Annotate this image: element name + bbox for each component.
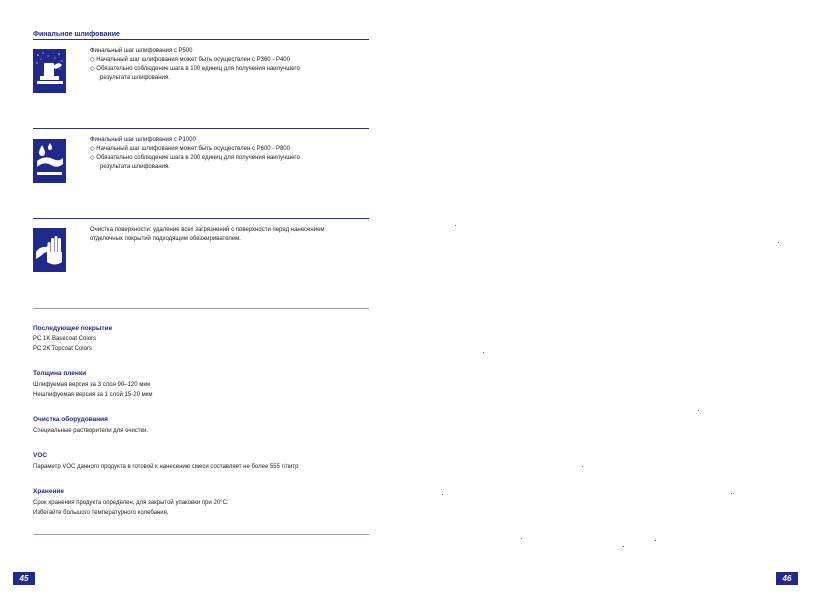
step-1-line-4: результата шлифования. — [100, 75, 170, 81]
step-2-line-2: ◇ Начальный шаг шлифования может быть осуществлен с P600 - P800 — [90, 146, 290, 152]
hand-cleaning-icon — [33, 228, 66, 272]
step-1-rule — [33, 128, 369, 129]
scan-speck — [442, 494, 443, 495]
info-thickness-line-1: Шлифуемая версия за 3 слоя 90–120 мкм — [33, 382, 151, 388]
scan-speck — [698, 410, 699, 411]
scan-speck — [623, 546, 624, 547]
info-heading-thickness: Толщина пленки — [33, 370, 87, 377]
step-2-rule — [33, 218, 369, 219]
step-2-line-4: результата шлифования. — [100, 164, 170, 170]
step-3-line-1: Очистка поверхности: удаление всех загрязнений с поверхности перед нанесением — [90, 227, 325, 233]
info-storage-line-2: Избегайте большого температурного колебания. — [33, 509, 169, 516]
info-heading-cleaning: Очистка оборудования — [33, 416, 108, 423]
info-heading-storage: Хранение — [33, 488, 64, 495]
scan-speck — [655, 540, 656, 541]
scan-speck — [731, 493, 732, 494]
step-2-line-3: ◇ Обязательно соблюдение шага в 200 единиц для получения наилучшего — [90, 155, 300, 161]
step-1-line-2: ◇ Начальный шаг шлифования может быть осуществлен с P360 - P400 — [90, 57, 290, 63]
info-cleaning-line-1: Специальные растворители для очистки. — [33, 428, 149, 434]
scan-speck — [483, 352, 484, 353]
sanding-block-icon — [33, 49, 66, 93]
info-thickness-line-2: Нешлифуемая версия за 1 слой 15-20 мкм — [33, 391, 153, 398]
info-text-storage — [33, 499, 229, 518]
bottom-rule — [33, 534, 369, 535]
wet-sanding-icon — [33, 139, 66, 183]
info-storage-line-1: Срок хранения продукта определен, для закрытой упаковки при 20°C. — [33, 500, 229, 506]
step-3-rule — [33, 308, 369, 309]
info-topcoat-line-1: PC 1K Basecoat Colors — [33, 336, 97, 342]
scan-speck — [455, 225, 456, 226]
scan-speck — [521, 538, 522, 539]
step-1-text — [90, 47, 370, 83]
scan-speck — [582, 466, 583, 467]
page-number-right: 46 — [776, 572, 798, 585]
info-topcoat-line-2: PC 2K Topcoat Colors — [33, 345, 92, 352]
info-heading-voc: VOC — [33, 452, 48, 459]
info-heading-topcoat: Последующее покрытие — [33, 325, 113, 332]
scan-speck — [778, 242, 779, 243]
step-2-text — [90, 136, 370, 172]
info-text-voc — [33, 463, 298, 473]
step-1-line-3: ◇ Обязательно соблюдение шага в 100 единиц для получения наилучшего — [90, 66, 300, 72]
page-number-left: 45 — [13, 572, 35, 585]
step-1-line-1: Финальный шаг шлифования с P500 — [90, 48, 193, 54]
step-2-line-1: Финальный шаг шлифования с P1000 — [90, 137, 196, 143]
header-rule — [33, 39, 369, 40]
section-title: Финальное шлифование — [33, 31, 120, 38]
info-text-cleaning — [33, 427, 148, 437]
step-3-text — [90, 226, 370, 244]
step-3-line-2: отделочных покрытий подходящим обезжиривателем. — [90, 236, 241, 242]
info-text-topcoat — [33, 335, 96, 354]
info-voc-line-1: Параметр VOC данного продукта в готовой к нанесению смеси составляет не более 555 г/литр — [33, 464, 299, 470]
info-text-thickness — [33, 381, 152, 400]
